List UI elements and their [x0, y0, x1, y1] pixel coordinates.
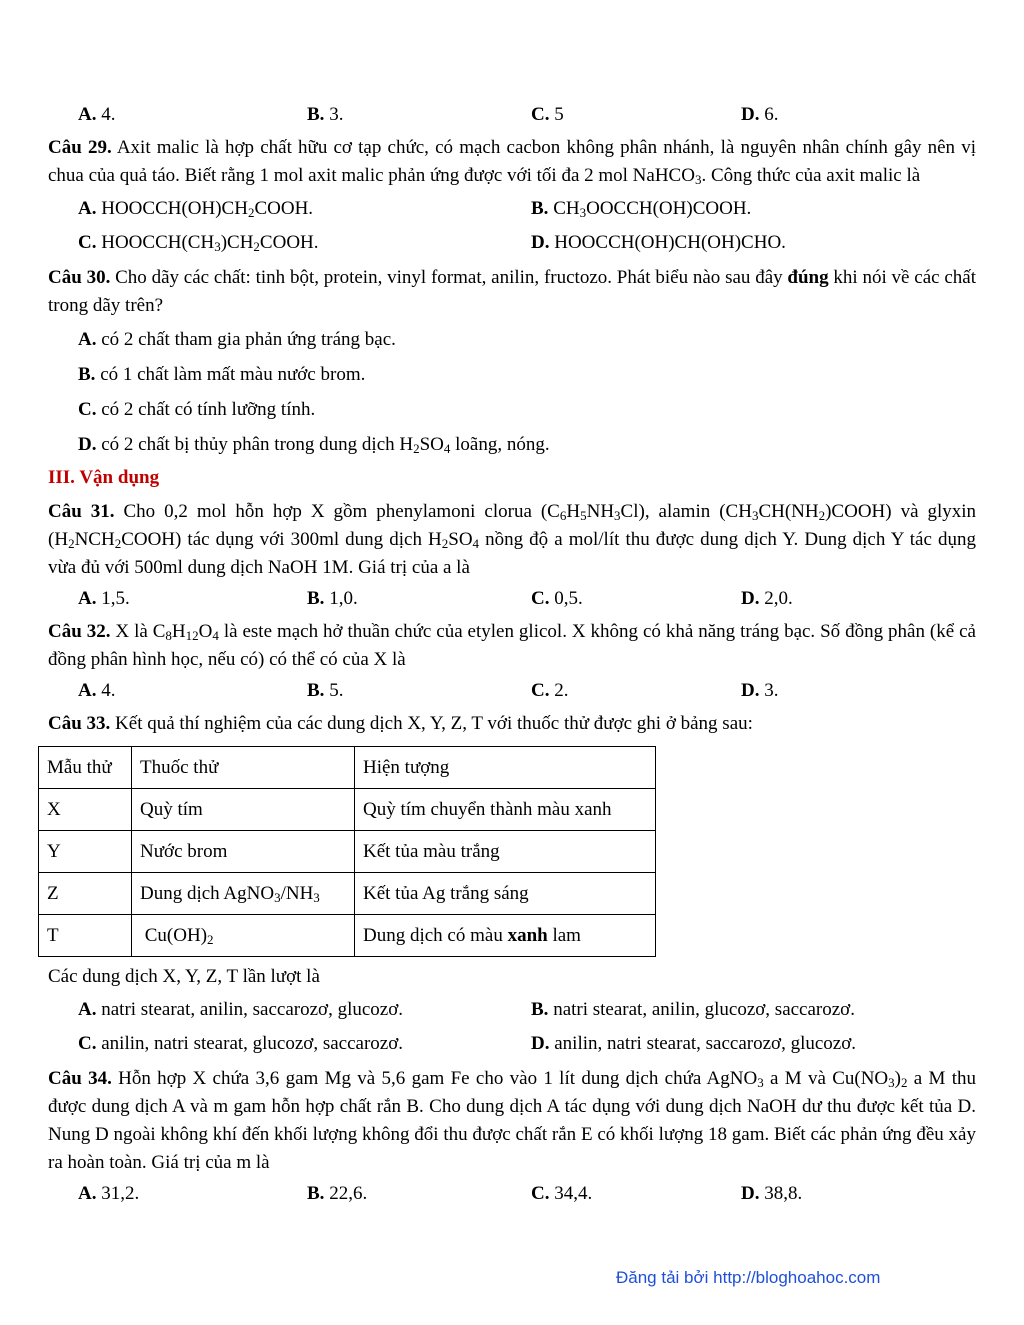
q31-option-c: C. 0,5.	[531, 588, 583, 609]
table-cell: Quỳ tím	[132, 789, 355, 831]
table-cell: Z	[39, 873, 132, 915]
q29-option-c: C. $HOOCCH(CH_3)CH_2COOH$.	[78, 232, 319, 254]
q31-option-b: B. 1,0.	[307, 588, 358, 609]
q34-option-c: C. 34,4.	[531, 1183, 593, 1204]
q33-options-ab	[48, 993, 976, 1027]
q29-options-ab	[48, 192, 976, 226]
q29-question: Câu 29. Axit malic là hợp chất hữu cơ tạp chức, có mạch cacbon không phân nhánh, là nguyên nhân chính gây nên vị chua của quả táo. Biết rằng 1 mol axit malic phản ứng được với tối đa 2 mol NaHCO$_3$. Công thức của axit malic là	[48, 137, 976, 187]
q30-option-c: C. có 2 chất có tính lưỡng tính.	[78, 398, 316, 420]
q32-question: Câu 32. X là $C_8H_{12}O_4$ là este mạch hở thuần chức của etylen glicol. X không có khả năng tráng bạc. Số đồng phân (kể cả đồng phân hình học, nếu có) có thể có của X là	[48, 621, 976, 670]
q32-option-d: D. 3.	[741, 680, 779, 701]
table-header-cell: Hiện tượng	[355, 747, 656, 789]
q33-option-c: C. anilin, natri stearat, glucozơ, saccarozơ.	[78, 1033, 404, 1054]
q28-option-b: B. 3.	[307, 104, 344, 125]
q30-option-d: D. có 2 chất bị thủy phân trong dung dịch $H_2SO_4$ loãng, nóng.	[78, 433, 550, 456]
table-cell: Dung dịch có màu xanh lam	[355, 915, 656, 957]
footer-credit: Đăng tải bởi http://bloghoahoc.com	[616, 1268, 881, 1287]
result-table	[38, 746, 656, 957]
q28-option-a: A. 4.	[78, 104, 116, 125]
q34-options	[48, 1179, 976, 1209]
q30-option-b: B. có 1 chất làm mất màu nước brom.	[78, 363, 366, 385]
q29-option-d: D. HOOCCH(OH)CH(OH)CHO.	[531, 232, 786, 253]
table-cell: $Cu(OH)_2$	[132, 915, 355, 957]
q28-options	[48, 100, 976, 130]
q33-option-b: B. natri stearat, anilin, glucozơ, saccarozơ.	[531, 999, 855, 1020]
q33-option-d: D. anilin, natri stearat, saccarozơ, glucozơ.	[531, 1033, 857, 1054]
q32-option-a: A. 4.	[78, 680, 116, 701]
q32-option-b: B. 5.	[307, 680, 344, 701]
q31-question: Câu 31. Cho 0,2 mol hỗn hợp X gồm phenylamoni clorua $(C_6H_5NH_3Cl)$, alamin $(CH_3CH(NH_2)COOH)$ và glyxin $(H_2NCH_2COOH)$ tác dụng với 300ml dung dịch $H_2SO_4$ nồng độ a mol/lít thu được dung dịch Y. Dung dịch Y tác dụng vừa đủ với 500ml dung dịch NaOH 1M. Giá trị của a là	[48, 501, 977, 578]
q34-option-a: A. 31,2.	[78, 1183, 140, 1204]
q28-option-d: D. 6.	[741, 104, 779, 125]
table-cell: Kết tủa Ag trắng sáng	[355, 873, 656, 915]
q34-option-d: D. 38,8.	[741, 1183, 803, 1204]
table-header-row	[39, 747, 656, 789]
q33-option-a: A. natri stearat, anilin, saccarozơ, glucozơ.	[78, 999, 404, 1020]
table-row	[39, 915, 656, 957]
table-row	[39, 831, 656, 873]
table-header-cell: Thuốc thử	[132, 747, 355, 789]
q30-question: Câu 30. Cho dãy các chất: tinh bột, protein, vinyl format, anilin, fructozo. Phát biểu nào sau đây đúng khi nói về các chất trong dãy trên?	[48, 267, 977, 316]
q29-option-a: A. $HOOCCH(OH)CH_2COOH$.	[78, 198, 314, 220]
table-cell: X	[39, 789, 132, 831]
q34-question: Câu 34. Hỗn hợp X chứa 3,6 gam Mg và 5,6 gam Fe cho vào 1 lít dung dịch chứa AgNO$_3$ a M và $Cu(NO_3)_2$ a M thu được dung dịch A và m gam hỗn hợp chất rắn B. Cho dung dịch A tác dụng với dung dịch NaOH dư thu được kết tủa D. Nung D ngoài không khí đến khối lượng không đổi thu được chất rắn E có khối lượng 18 gam. Biết các phản ứng đều xảy ra hoàn toàn. Giá trị của m là	[48, 1068, 977, 1173]
q32-option-c: C. 2.	[531, 680, 569, 701]
q33-after: Các dung dịch X, Y, Z, T lần lượt là	[48, 966, 320, 987]
q30-option-a: A. có 2 chất tham gia phản ứng tráng bạc.	[78, 328, 396, 350]
q28-option-c: C. 5	[531, 104, 564, 125]
q33-options-cd	[48, 1027, 976, 1061]
table-cell: Y	[39, 831, 132, 873]
q29-options-cd	[48, 226, 976, 260]
q29-option-b: B. $CH_3OOCCH(OH)COOH$.	[531, 198, 752, 220]
table-row	[39, 873, 656, 915]
q33-question: Câu 33. Kết quả thí nghiệm của các dung dịch X, Y, Z, T với thuốc thử được ghi ở bảng sau:	[48, 713, 753, 734]
q31-options	[48, 584, 976, 614]
section-heading: III. Vận dụng	[48, 467, 160, 488]
table-cell: T	[39, 915, 132, 957]
table-cell: Quỳ tím chuyển thành màu xanh	[355, 789, 656, 831]
table-header-cell: Mẫu thử	[39, 747, 132, 789]
table-cell: Kết tủa màu trắng	[355, 831, 656, 873]
table-cell: Nước brom	[132, 831, 355, 873]
q31-option-a: A. 1,5.	[78, 588, 130, 609]
exam-page	[48, 100, 976, 1209]
q32-options	[48, 676, 976, 706]
table-cell: Dung dịch $AgNO_3/NH_3$	[132, 873, 355, 915]
table-row	[39, 789, 656, 831]
q31-option-d: D. 2,0.	[741, 588, 793, 609]
q34-option-b: B. 22,6.	[307, 1183, 368, 1204]
